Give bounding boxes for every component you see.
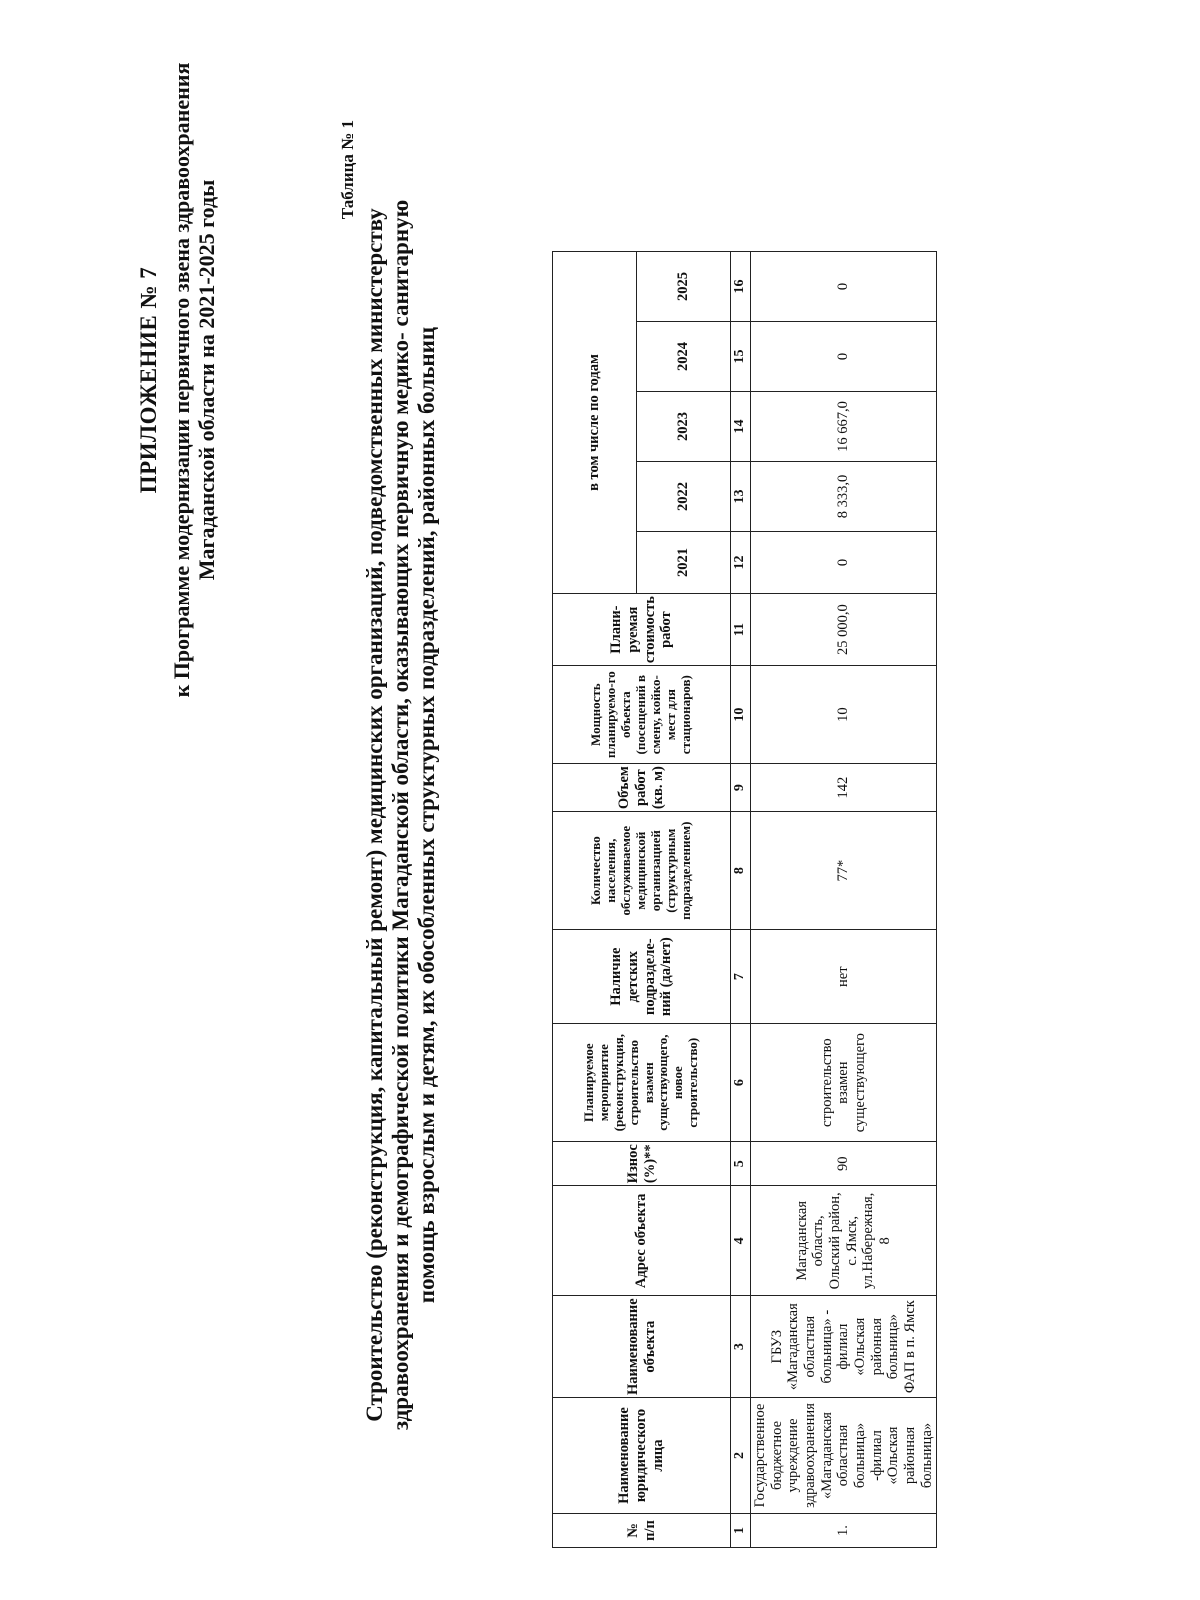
row-planned-event: строительство взамен существующего: [751, 1024, 937, 1142]
header-legal-entity: Наименование юридического лица: [553, 1398, 731, 1514]
header-row-1: [553, 252, 637, 1548]
column-number: 13: [731, 462, 751, 532]
row-year-2022: 8 333,0: [751, 462, 937, 532]
row-planned-cost: 25 000,0: [751, 594, 937, 666]
column-number: 16: [731, 252, 751, 322]
row-object-name: ГБУЗ «Магаданская областная больница» - филиал «Ольская районная больница» ФАП в п. Ямск: [751, 1296, 937, 1398]
column-number: 2: [731, 1398, 751, 1514]
row-capacity: 10: [751, 666, 937, 764]
row-children-units: нет: [751, 930, 937, 1024]
header-year-2023: 2023: [637, 392, 731, 462]
column-number: 10: [731, 666, 751, 764]
column-number: 3: [731, 1296, 751, 1398]
column-number: 7: [731, 930, 751, 1024]
header-year-2021: 2021: [637, 532, 731, 594]
objects-table: [552, 251, 937, 1548]
header-year-2025: 2025: [637, 252, 731, 322]
header-num: № п/п: [553, 1514, 731, 1548]
row-year-2024: 0: [751, 322, 937, 392]
row-year-2023: 16 667,0: [751, 392, 937, 462]
row-num: 1.: [751, 1514, 937, 1548]
header-population: Количество населения, обслуживаемое медицинской организацией (структурным подразделением): [553, 812, 731, 930]
row-year-2021: 0: [751, 532, 937, 594]
column-number: 1: [731, 1514, 751, 1548]
header-address: Адрес объекта: [553, 1186, 731, 1296]
column-number: 5: [731, 1142, 751, 1186]
column-number: 8: [731, 812, 751, 930]
column-number: 4: [731, 1186, 751, 1296]
row-year-2025: 0: [751, 252, 937, 322]
column-number: 15: [731, 322, 751, 392]
header-year-2024: 2024: [637, 322, 731, 392]
header-wear: Износ (%)**: [553, 1142, 731, 1186]
row-address: Магаданская область, Ольский район, с. Ямск, ул.Набережная, 8: [751, 1186, 937, 1296]
header-object-name: Наименование объекта: [553, 1296, 731, 1398]
appendix-title: ПРИЛОЖЕНИЕ № 7: [136, 266, 161, 494]
header-by-years: в том числе по годам: [553, 252, 637, 594]
table-number: Таблица № 1: [338, 120, 357, 220]
column-number: 12: [731, 532, 751, 594]
column-number: 14: [731, 392, 751, 462]
column-number: 11: [731, 594, 751, 666]
header-year-2022: 2022: [637, 462, 731, 532]
header-planned-event: Планируемое мероприятие (реконструкция, строительство взамен существующего, новое строительство): [553, 1024, 731, 1142]
column-number: 9: [731, 764, 751, 812]
row-work-volume: 142: [751, 764, 937, 812]
column-number: 6: [731, 1024, 751, 1142]
document-title: Строительство (реконструкция, капитальный ремонт) медицинских организаций, подведомственных министерству здравоохранения и демографической политики Магаданской области, оказывающих первичную медико- санитарную помощь взрослым и детям, их обособленных структурных подразделений, районных больниц: [362, 199, 439, 1431]
row-legal-entity: Государственное бюджетное учреждение здравоохранения «Магаданская областная больница» -филиал «Ольская районная больница»: [751, 1398, 937, 1514]
row-wear: 90: [751, 1142, 937, 1186]
header-planned-cost: Плани-руемая стоимость работ: [553, 594, 731, 666]
table-row: [751, 252, 937, 1548]
row-population: 77*: [751, 812, 937, 930]
column-numbers-row: [731, 252, 751, 1548]
appendix-subtitle: к Программе модернизации первичного звена здравоохранения Магаданской области на 2021-2025 годы: [169, 62, 219, 698]
header-children-units: Наличие детских подразделе-ний (да/нет): [553, 930, 731, 1024]
header-capacity: Мощность планируемо-го объекта (посещений в смену, койко-мест для стационаров): [553, 666, 731, 764]
header-work-volume: Объем работ (кв. м): [553, 764, 731, 812]
